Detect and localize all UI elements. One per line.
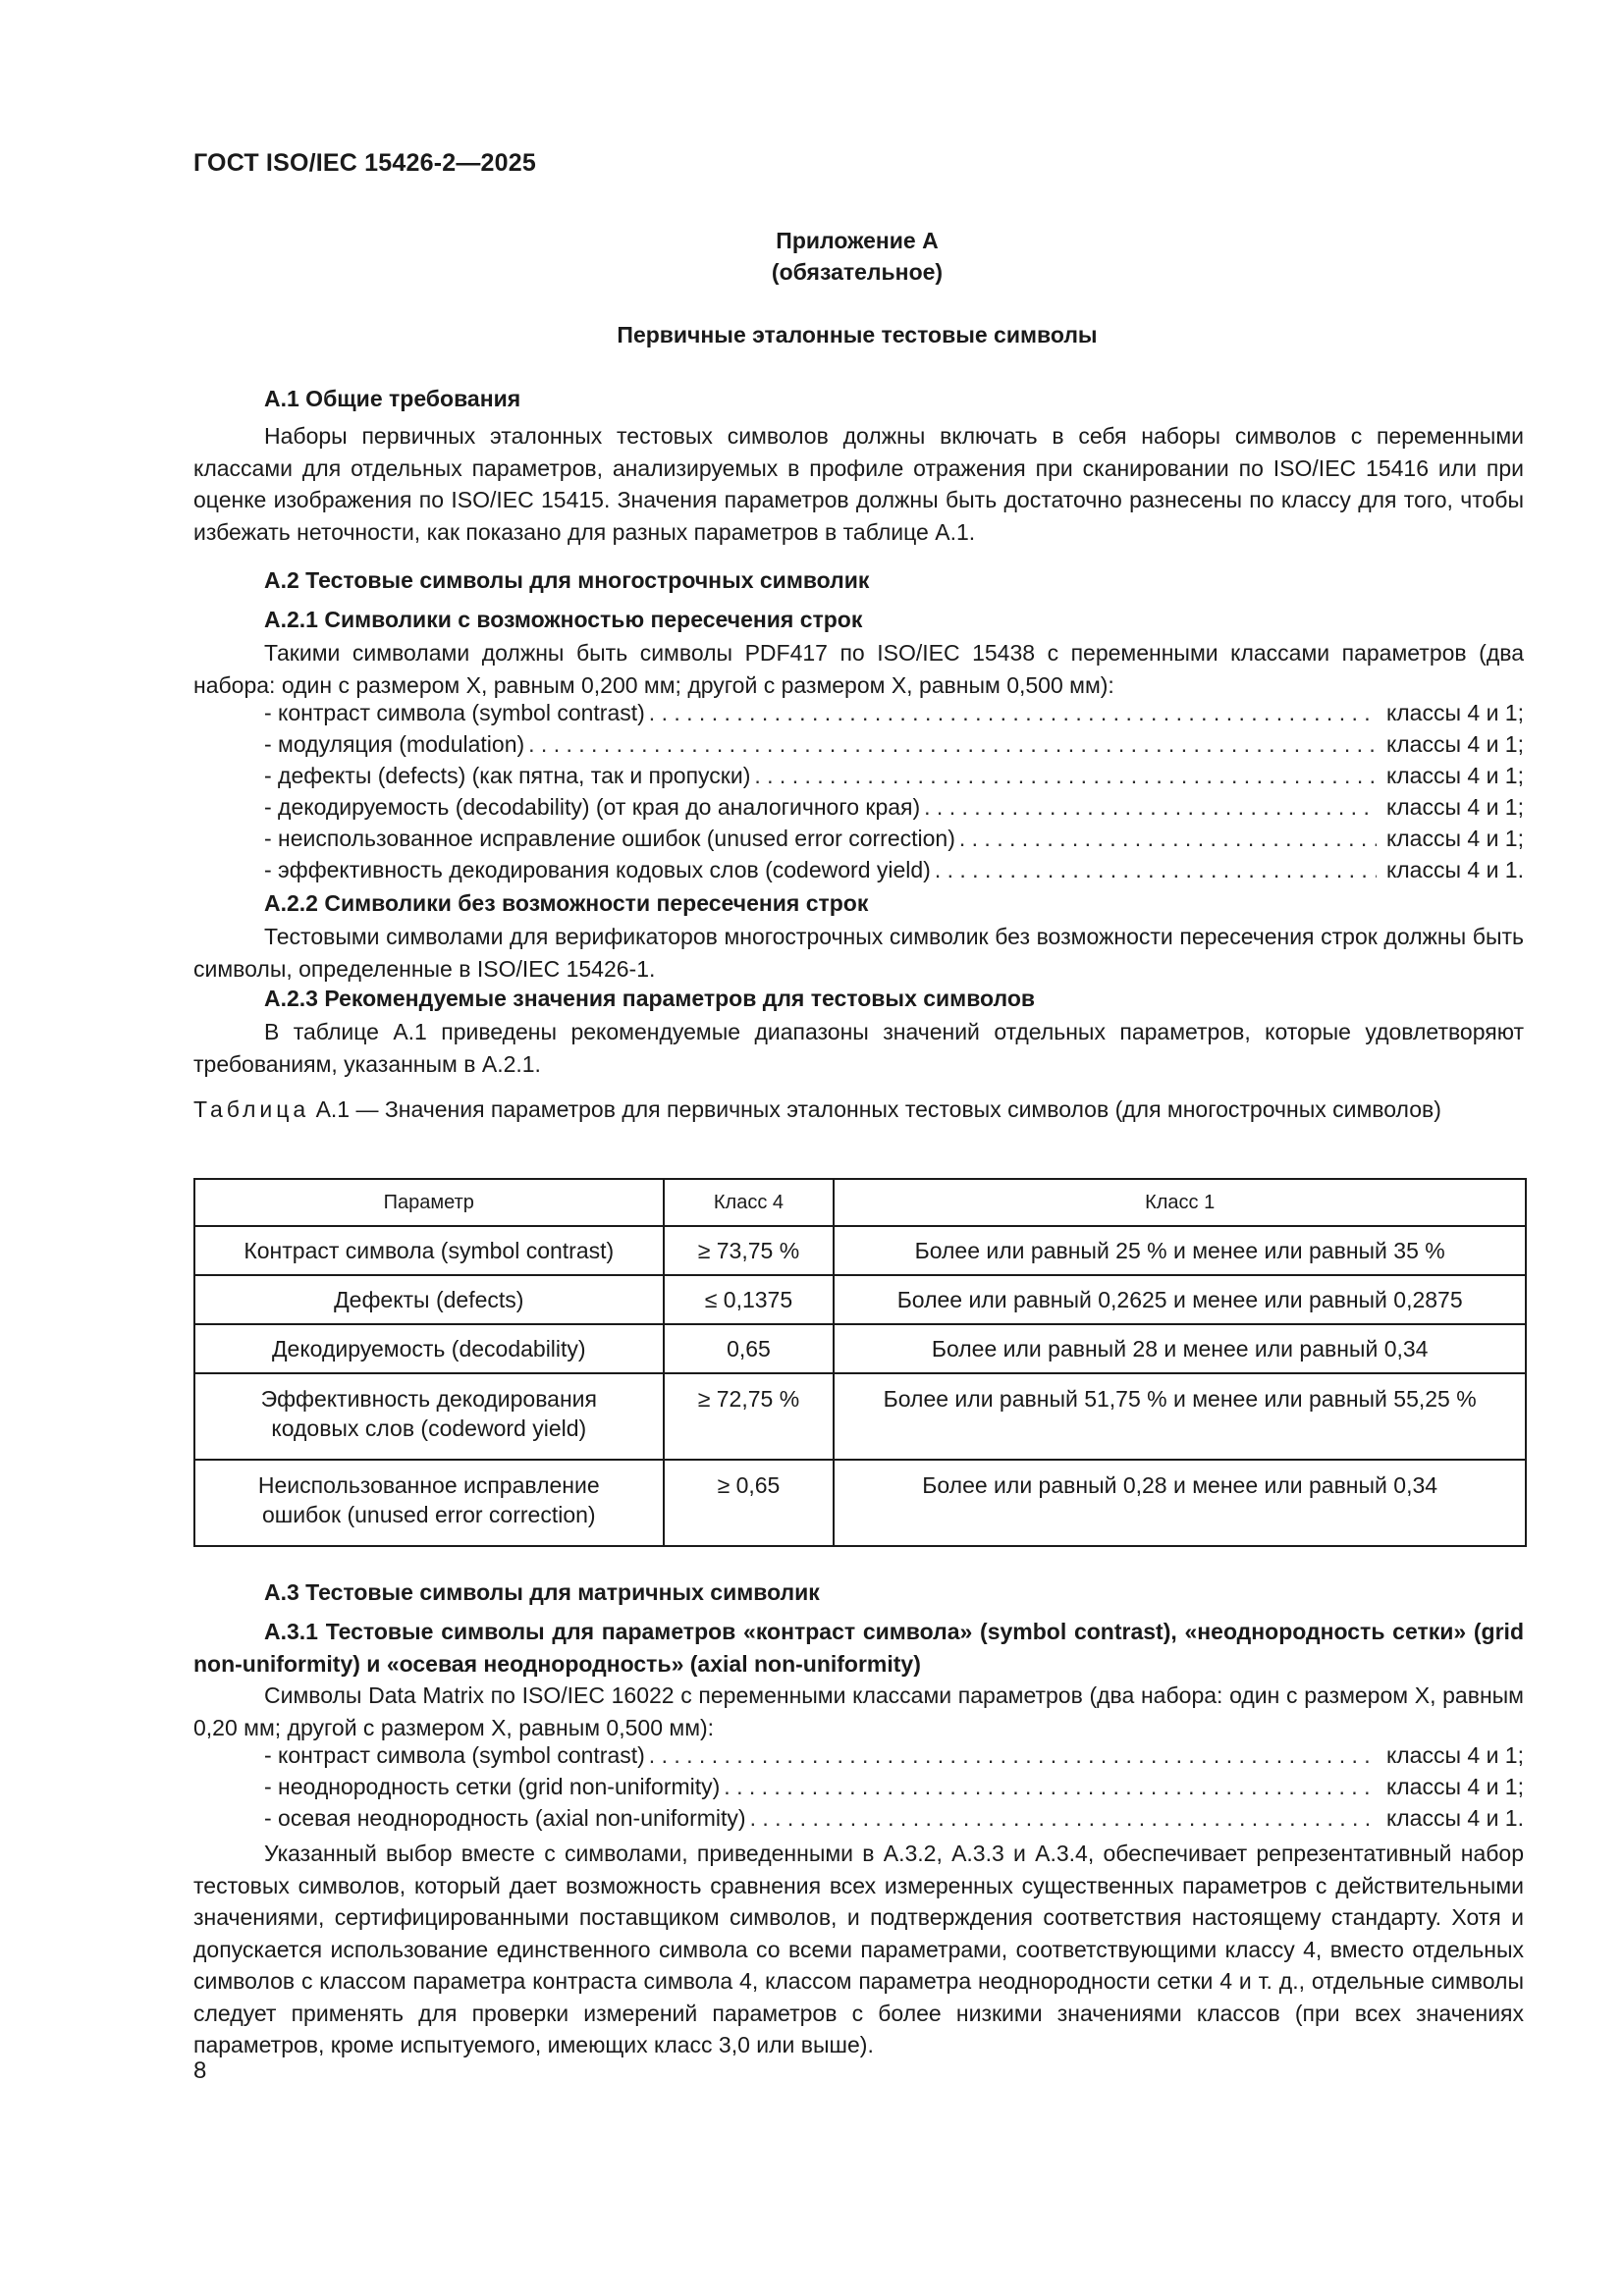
- standard-header: ГОСТ ISO/IEC 15426-2—2025: [193, 149, 536, 177]
- section-a1-heading: А.1 Общие требования: [264, 386, 521, 411]
- list-item: - неиспользованное исправление ошибок (unused error correction) . . . классы 4 и 1;: [264, 826, 1524, 857]
- table-row: [194, 1324, 1526, 1373]
- table-caption: [193, 1094, 1524, 1125]
- table-cell: Декодируемость (decodability): [194, 1324, 664, 1373]
- column-header: Класс 1: [834, 1179, 1526, 1226]
- section-a23-text: [193, 1016, 1524, 1080]
- a21-parameter-list: [264, 700, 1524, 888]
- table-cell: Более или равный 0,2625 и менее или равный 0,2875: [834, 1275, 1526, 1324]
- section-a21-text: [193, 637, 1524, 701]
- table-cell: Дефекты (defects): [194, 1275, 664, 1324]
- annex-status: (обязательное): [771, 259, 944, 285]
- table-cell: ≥ 0,65: [664, 1460, 835, 1546]
- annex-title: Приложение А: [776, 228, 939, 253]
- section-a2-heading: А.2 Тестовые символы для многострочных символик: [264, 567, 870, 593]
- paragraph: Такими символами должны быть символы PDF417 по ISO/IEC 15438 с переменными классами параметров (два набора: один с размером X, равным 0,200 мм; другой с размером X, равным 0,500 мм):: [193, 640, 1524, 698]
- table-row: [194, 1460, 1526, 1546]
- table-row: [194, 1373, 1526, 1460]
- annex-name: Первичные эталонные тестовые символы: [617, 322, 1098, 347]
- table-cell: 0,65: [664, 1324, 835, 1373]
- section-a31-heading: [193, 1616, 1524, 1681]
- list-item: - осевая неоднородность (axial non-uniformity) . . . классы 4 и 1.: [264, 1805, 1524, 1837]
- table-caption-word: Таблица: [193, 1096, 310, 1122]
- paragraph: Тестовыми символами для верификаторов многострочных символик без возможности пересечения строк должны быть символы, определенные в ISO/IEC 15426-1.: [193, 924, 1524, 982]
- paragraph: В таблице А.1 приведены рекомендуемые диапазоны значений отдельных параметров, которые удовлетворяют требованиям, указанным в А.2.1.: [193, 1019, 1524, 1077]
- section-a22-heading: А.2.2 Символики без возможности пересечения строк: [264, 890, 869, 916]
- table-cell: Контраст символа (symbol contrast): [194, 1226, 664, 1275]
- page-number: 8: [193, 2057, 207, 2084]
- column-header: Класс 4: [664, 1179, 835, 1226]
- table-row: [194, 1226, 1526, 1275]
- section-a23-heading: А.2.3 Рекомендуемые значения параметров для тестовых символов: [264, 986, 1036, 1011]
- list-item: - контраст символа (symbol contrast) . . . классы 4 и 1;: [264, 1742, 1524, 1774]
- list-item: - дефекты (defects) (как пятна, так и пропуски) . . . классы 4 и 1;: [264, 763, 1524, 794]
- section-a3-heading: А.3 Тестовые символы для матричных символик: [264, 1579, 820, 1605]
- list-item: - контраст символа (symbol contrast) . . . классы 4 и 1;: [264, 700, 1524, 731]
- section-a31-text2: [193, 1838, 1524, 2061]
- list-item: - декодируемость (decodability) (от края до аналогичного края) . . . классы 4 и 1;: [264, 794, 1524, 826]
- list-item: - эффективность декодирования кодовых слов (codeword yield) . . . классы 4 и 1.: [264, 857, 1524, 888]
- table-cell: ≥ 72,75 %: [664, 1373, 835, 1460]
- table-caption-text: А.1 — Значения параметров для первичных эталонных тестовых символов (для многострочных символов): [309, 1096, 1441, 1122]
- parameters-table: [193, 1178, 1527, 1547]
- table-cell: Более или равный 51,75 % и менее или равный 55,25 %: [834, 1373, 1526, 1460]
- paragraph: Наборы первичных эталонных тестовых символов должны включать в себя наборы символов с переменными классами для отдельных параметров, анализируемых в профиле отражения при сканировании по ISO/IEC 15416 или при оценке изображения по ISO/IEC 15415. Значения параметров должны быть достаточно разнесены по классу для того, чтобы избежать неточности, как показано для разных параметров в таблице А.1.: [193, 423, 1524, 545]
- table-cell: ≥ 73,75 %: [664, 1226, 835, 1275]
- table-cell: Эффективность декодирования кодовых слов (codeword yield): [194, 1373, 664, 1460]
- section-a22-text: [193, 921, 1524, 985]
- list-item: - модуляция (modulation) . . . классы 4 и 1;: [264, 731, 1524, 763]
- list-item: - неоднородность сетки (grid non-uniformity) . . . классы 4 и 1;: [264, 1774, 1524, 1805]
- table-cell: Более или равный 28 и менее или равный 0,34: [834, 1324, 1526, 1373]
- a31-parameter-list: [264, 1742, 1524, 1837]
- table-header-row: [194, 1179, 1526, 1226]
- paragraph: Символы Data Matrix по ISO/IEC 16022 с переменными классами параметров (два набора: один с размером X, равным 0,20 мм; другой с размером X, равным 0,500 мм):: [193, 1682, 1524, 1740]
- table-cell: Более или равный 25 % и менее или равный 35 %: [834, 1226, 1526, 1275]
- table-cell: Неиспользованное исправление ошибок (unused error correction): [194, 1460, 664, 1546]
- table-row: [194, 1275, 1526, 1324]
- table-cell: ≤ 0,1375: [664, 1275, 835, 1324]
- table-cell: Более или равный 0,28 и менее или равный 0,34: [834, 1460, 1526, 1546]
- section-a1-text: [193, 420, 1524, 548]
- section-a31-text: [193, 1680, 1524, 1743]
- column-header: Параметр: [194, 1179, 664, 1226]
- section-a21-heading: А.2.1 Символики с возможностью пересечения строк: [264, 607, 863, 632]
- heading-text: А.3.1 Тестовые символы для параметров «контраст символа» (symbol contrast), «неоднородность сетки» (grid non-uniformity) и «осевая неоднородность» (axial non-uniformity): [193, 1619, 1524, 1677]
- paragraph: Указанный выбор вместе с символами, приведенными в А.3.2, А.3.3 и А.3.4, обеспечивает репрезентативный набор тестовых символов, который дает возможность сравнения всех измеренных существенных параметров с действительными значениями, сертифицированными поставщиком символов, и подтверждения соответствия настоящему стандарту. Хотя и допускается использование единственного символа со всеми параметрами, соответствующими классу 4, вместо отдельных символов с классом параметра контраста символа 4, классом параметра неоднородности сетки 4 и т. д., отдельные символы следует применять для проверки измерений параметров с более низкими значениями классов (при всех значениях параметров, кроме испытуемого, имеющих класс 3,0 или выше).: [193, 1841, 1524, 2057]
